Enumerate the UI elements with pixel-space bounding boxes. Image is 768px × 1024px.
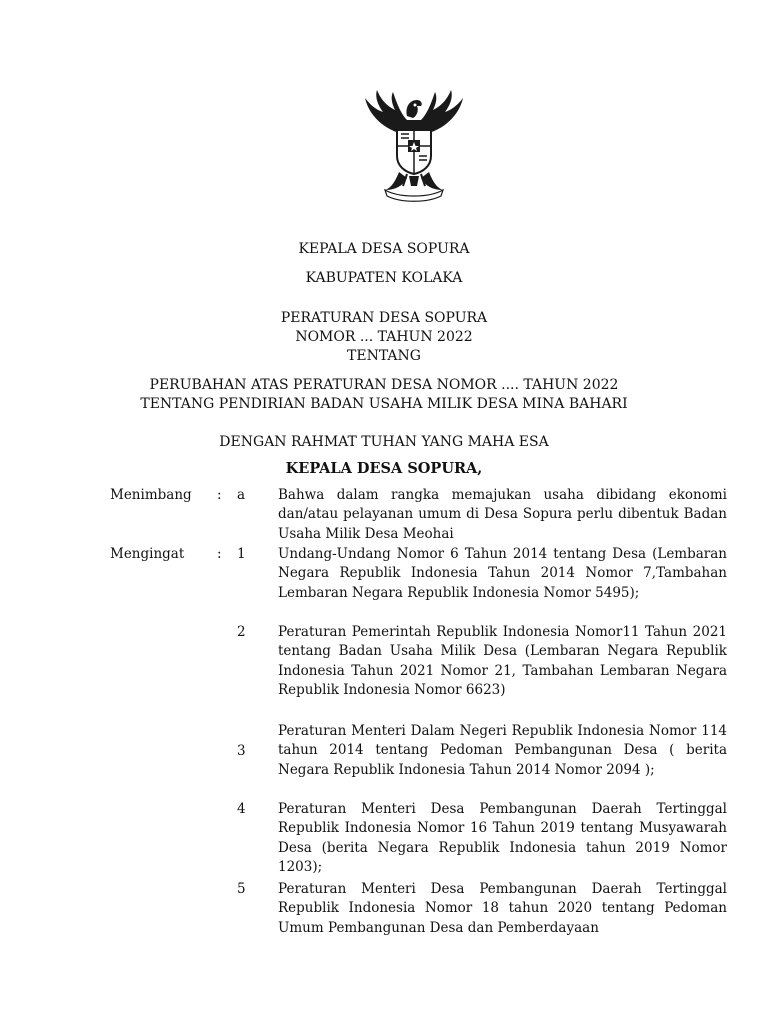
garuda-emblem-icon <box>355 86 473 206</box>
mengingat-item-4-text: Peraturan Menteri Desa Pembangunan Daerah Tertinggal Republik Indonesia Nomor 16 Tahun 2019 tentang Musyawarah Desa (berita Negara Republik Indonesia tahun 2019 Nomor 1203); <box>278 801 727 876</box>
menimbang-label: Menimbang <box>110 487 192 503</box>
mengingat-item-5-number: 5 <box>237 881 246 897</box>
kepala-desa-heading: KEPALA DESA SOPURA, <box>285 460 483 477</box>
mengingat-item-1-number: 1 <box>237 546 246 562</box>
regulation-number: NOMOR ... TAHUN 2022 <box>295 329 473 345</box>
mengingat-label: Mengingat <box>110 546 185 562</box>
tentang-label: TENTANG <box>347 348 421 364</box>
regulation-title-line1: PERUBAHAN ATAS PERATURAN DESA NOMOR .... TAHUN 2022 <box>149 377 619 393</box>
regulation-type: PERATURAN DESA SOPURA <box>280 310 488 326</box>
menimbang-marker: a <box>237 487 246 503</box>
mengingat-item-1-text: Undang-Undang Nomor 6 Tahun 2014 tentang Desa (Lembaran Negara Republik Indonesia Tahun 2014 Nomor 7,Tambahan Lembaran Negara Republik Indonesia Nomor 5495); <box>278 546 727 601</box>
mengingat-colon: : <box>217 546 222 562</box>
issuer-title: KEPALA DESA SOPURA <box>298 241 470 257</box>
menimbang-text: Bahwa dalam rangka memajukan usaha dibidang ekonomi dan/atau pelayanan umum di Desa Sopura perlu dibentuk Badan Usaha Milik Desa Meohai <box>278 487 727 542</box>
mengingat-item-5-text: Peraturan Menteri Desa Pembangunan Daerah Tertinggal Republik Indonesia Nomor 18 tahun 2020 tentang Pedoman Umum Pembangunan Desa dan Pemberdayaan <box>278 881 727 936</box>
regency-name: KABUPATEN KOLAKA <box>305 270 463 286</box>
regulation-title-line2: TENTANG PENDIRIAN BADAN USAHA MILIK DESA MINA BAHARI <box>140 396 628 412</box>
mengingat-item-3-number: 3 <box>237 743 246 759</box>
rahmat-line: DENGAN RAHMAT TUHAN YANG MAHA ESA <box>219 434 549 450</box>
mengingat-item-2-number: 2 <box>237 624 246 640</box>
mengingat-item-4-number: 4 <box>237 801 246 817</box>
menimbang-colon: : <box>217 487 222 503</box>
mengingat-item-2-text: Peraturan Pemerintah Republik Indonesia Nomor11 Tahun 2021 tentang Badan Usaha Milik Desa (Lembaran Negara Republik Indonesia Tahun 2021 Nomor 21, Tambahan Lembaran Negara Republik Indonesia Nomor 6623) <box>278 624 727 699</box>
mengingat-item-3-text: Peraturan Menteri Dalam Negeri Republik Indonesia Nomor 114 tahun 2014 tentang Pedoman Pembangunan Desa ( berita Negara Republik Indonesia Tahun 2014 Nomor 2094 ); <box>278 723 727 778</box>
